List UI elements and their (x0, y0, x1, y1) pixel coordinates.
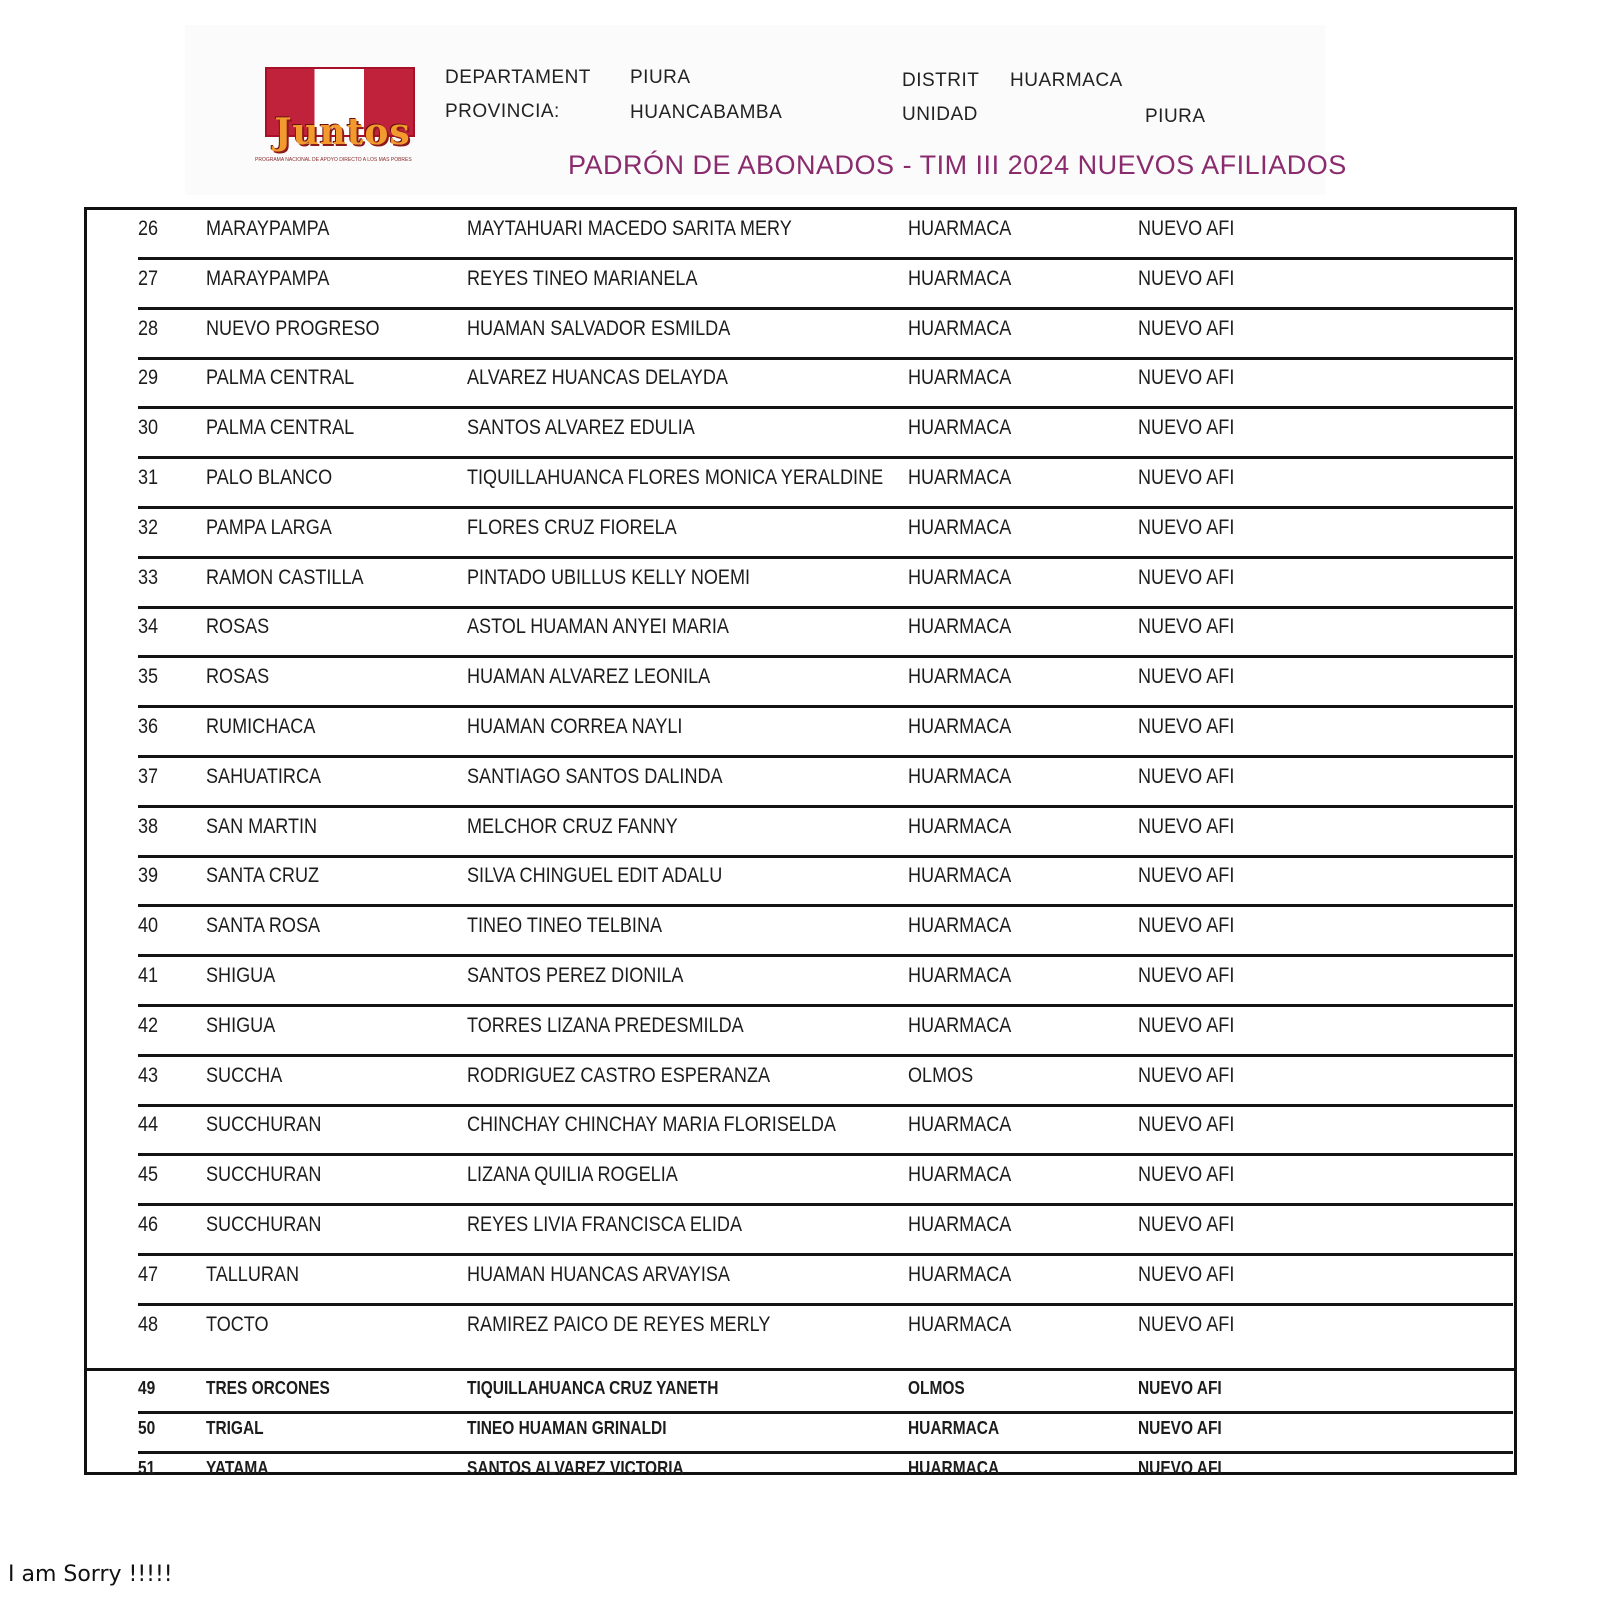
locality-cell: SANTA ROSA (206, 914, 321, 937)
beneficiary-name-cell: SANTOS ALVAREZ EDULIA (467, 416, 695, 439)
district-cell: HUARMACA (908, 1263, 1012, 1286)
department-value: PIURA (630, 67, 691, 88)
locality-cell: SUCCHA (206, 1064, 283, 1087)
table-row (0, 1014, 1599, 1044)
district-cell: HUARMACA (908, 416, 1012, 439)
province-value: HUANCABAMBA (630, 102, 783, 123)
table-row (0, 665, 1599, 695)
beneficiary-name-cell: SANTOS PEREZ DIONILA (467, 964, 684, 987)
district-cell: HUARMACA (908, 366, 1012, 389)
district-cell: HUARMACA (908, 765, 1012, 788)
table-row (0, 914, 1599, 944)
row-number: 42 (138, 1014, 159, 1037)
row-separator (138, 606, 1513, 609)
beneficiary-name-cell: PINTADO UBILLUS KELLY NOEMI (467, 566, 751, 589)
row-number: 29 (138, 366, 159, 389)
status-cell: NUEVO AFI (1138, 516, 1235, 539)
status-cell: NUEVO AFI (1138, 615, 1235, 638)
row-number: 28 (138, 317, 159, 340)
status-cell: NUEVO AFI (1138, 317, 1235, 340)
locality-cell: PALO BLANCO (206, 466, 333, 489)
row-number: 38 (138, 815, 159, 838)
row-separator (138, 655, 1513, 658)
status-cell: NUEVO AFI (1138, 665, 1235, 688)
district-cell: HUARMACA (908, 1458, 1000, 1478)
row-number: 51 (138, 1458, 156, 1478)
row-number: 44 (138, 1113, 159, 1136)
row-number: 39 (138, 864, 159, 887)
row-separator (138, 904, 1513, 907)
table-row (0, 1213, 1599, 1243)
status-cell: NUEVO AFI (1138, 1064, 1235, 1087)
table-row (0, 366, 1599, 396)
footer-note: I am Sorry !!!!! (8, 1562, 173, 1587)
district-cell: HUARMACA (908, 864, 1012, 887)
locality-cell: ROSAS (206, 615, 270, 638)
row-separator (138, 1451, 1513, 1454)
locality-cell: MARAYPAMPA (206, 217, 330, 240)
table-row (0, 416, 1599, 446)
table-row (0, 615, 1599, 645)
row-number: 43 (138, 1064, 159, 1087)
district-label: DISTRIT (902, 70, 980, 91)
district-value: HUARMACA (1010, 70, 1123, 91)
locality-cell: PAMPA LARGA (206, 516, 332, 539)
district-cell: HUARMACA (908, 516, 1012, 539)
district-cell: HUARMACA (908, 267, 1012, 290)
juntos-logo (255, 67, 435, 169)
beneficiary-name-cell: FLORES CRUZ FIORELA (467, 516, 677, 539)
district-cell: HUARMACA (908, 665, 1012, 688)
beneficiary-name-cell: TINEO TINEO TELBINA (467, 914, 663, 937)
status-cell: NUEVO AFI (1138, 416, 1235, 439)
status-cell: NUEVO AFI (1138, 964, 1235, 987)
unit-value: PIURA (1145, 106, 1206, 127)
locality-cell: ROSAS (206, 665, 270, 688)
beneficiary-name-cell: RAMIREZ PAICO DE REYES MERLY (467, 1313, 771, 1336)
locality-cell: TRES ORCONES (206, 1378, 330, 1398)
row-number: 41 (138, 964, 159, 987)
row-separator (138, 805, 1513, 808)
row-number: 31 (138, 466, 159, 489)
beneficiary-name-cell: TIQUILLAHUANCA FLORES MONICA YERALDINE (467, 466, 884, 489)
status-cell: NUEVO AFI (1138, 1113, 1235, 1136)
beneficiary-name-cell: HUAMAN SALVADOR ESMILDA (467, 317, 731, 340)
district-cell: HUARMACA (908, 1163, 1012, 1186)
locality-cell: SUCCHURAN (206, 1163, 322, 1186)
row-separator (138, 1203, 1513, 1206)
row-separator (138, 357, 1513, 360)
table-row (0, 1263, 1599, 1293)
row-number: 50 (138, 1418, 156, 1438)
beneficiary-name-cell: REYES LIVIA FRANCISCA ELIDA (467, 1213, 743, 1236)
table-row (0, 267, 1599, 297)
locality-cell: SAN MARTIN (206, 815, 318, 838)
locality-cell: MARAYPAMPA (206, 267, 330, 290)
district-cell: HUARMACA (908, 217, 1012, 240)
row-number: 32 (138, 516, 159, 539)
table-row (0, 516, 1599, 546)
row-separator (138, 1153, 1513, 1156)
status-cell: NUEVO AFI (1138, 1014, 1235, 1037)
row-number: 35 (138, 665, 159, 688)
status-cell: NUEVO AFI (1138, 267, 1235, 290)
status-cell: NUEVO AFI (1138, 1163, 1235, 1186)
status-cell: NUEVO AFI (1138, 1263, 1235, 1286)
table-row (0, 1163, 1599, 1193)
row-number: 46 (138, 1213, 159, 1236)
beneficiary-name-cell: HUAMAN HUANCAS ARVAYISA (467, 1263, 730, 1286)
locality-cell: SHIGUA (206, 1014, 276, 1037)
table-row (0, 1313, 1599, 1343)
row-separator (138, 855, 1513, 858)
status-cell: NUEVO AFI (1138, 1313, 1235, 1336)
status-cell: NUEVO AFI (1138, 1378, 1222, 1398)
locality-cell: RAMON CASTILLA (206, 566, 364, 589)
row-separator (138, 1004, 1513, 1007)
row-separator (138, 1054, 1513, 1057)
status-cell: NUEVO AFI (1138, 1213, 1235, 1236)
row-number: 26 (138, 217, 159, 240)
table-row (0, 715, 1599, 745)
district-cell: OLMOS (908, 1064, 974, 1087)
beneficiary-name-cell: HUAMAN ALVAREZ LEONILA (467, 665, 711, 688)
row-number: 37 (138, 765, 159, 788)
locality-cell: SUCCHURAN (206, 1213, 322, 1236)
locality-cell: PALMA CENTRAL (206, 416, 355, 439)
status-cell: NUEVO AFI (1138, 466, 1235, 489)
beneficiary-name-cell: ASTOL HUAMAN ANYEI MARIA (467, 615, 729, 638)
beneficiary-name-cell: ALVAREZ HUANCAS DELAYDA (467, 366, 728, 389)
status-cell: NUEVO AFI (1138, 1458, 1222, 1478)
beneficiary-name-cell: HUAMAN CORREA NAYLI (467, 715, 683, 738)
row-number: 45 (138, 1163, 159, 1186)
row-separator (138, 1104, 1513, 1107)
table-row (0, 566, 1599, 596)
beneficiary-name-cell: REYES TINEO MARIANELA (467, 267, 698, 290)
beneficiary-name-cell: TINEO HUAMAN GRINALDI (467, 1418, 667, 1438)
beneficiary-name-cell: TORRES LIZANA PREDESMILDA (467, 1014, 744, 1037)
row-number: 33 (138, 566, 159, 589)
district-cell: HUARMACA (908, 1313, 1012, 1336)
logo-text: Juntos (274, 111, 411, 153)
beneficiary-name-cell: SILVA CHINGUEL EDIT ADALU (467, 864, 723, 887)
table-row (0, 964, 1599, 994)
table-row (0, 1064, 1599, 1094)
beneficiary-name-cell: LIZANA QUILIA ROGELIA (467, 1163, 678, 1186)
locality-cell: YATAMA (206, 1458, 269, 1478)
table-row (0, 815, 1599, 845)
status-cell: NUEVO AFI (1138, 566, 1235, 589)
table-row (0, 1113, 1599, 1143)
locality-cell: SHIGUA (206, 964, 276, 987)
logo-tagline: PROGRAMA NACIONAL DE APOYO DIRECTO A LOS MAS POBRES (255, 157, 412, 163)
locality-cell: RUMICHACA (206, 715, 316, 738)
district-cell: HUARMACA (908, 1113, 1012, 1136)
row-separator (138, 257, 1513, 260)
row-number: 40 (138, 914, 159, 937)
row-separator (138, 556, 1513, 559)
district-cell: HUARMACA (908, 914, 1012, 937)
status-cell: NUEVO AFI (1138, 1418, 1222, 1438)
table-row (0, 1458, 1599, 1488)
status-cell: NUEVO AFI (1138, 815, 1235, 838)
locality-cell: SUCCHURAN (206, 1113, 322, 1136)
beneficiary-name-cell: SANTIAGO SANTOS DALINDA (467, 765, 723, 788)
district-cell: HUARMACA (908, 615, 1012, 638)
locality-cell: TOCTO (206, 1313, 269, 1336)
row-separator (138, 705, 1513, 708)
beneficiary-name-cell: MELCHOR CRUZ FANNY (467, 815, 678, 838)
district-cell: HUARMACA (908, 715, 1012, 738)
status-cell: NUEVO AFI (1138, 864, 1235, 887)
department-label: DEPARTAMENT (445, 67, 591, 88)
row-number: 27 (138, 267, 159, 290)
row-separator (138, 1411, 1513, 1414)
locality-cell: TRIGAL (206, 1418, 264, 1438)
locality-cell: PALMA CENTRAL (206, 366, 355, 389)
row-separator (138, 456, 1513, 459)
district-cell: HUARMACA (908, 466, 1012, 489)
table-row (0, 864, 1599, 894)
status-cell: NUEVO AFI (1138, 914, 1235, 937)
locality-cell: SANTA CRUZ (206, 864, 320, 887)
table-row (0, 1378, 1599, 1408)
unit-label: UNIDAD (902, 104, 978, 125)
district-cell: HUARMACA (908, 1014, 1012, 1037)
row-number: 34 (138, 615, 159, 638)
table-row (0, 466, 1599, 496)
district-cell: HUARMACA (908, 317, 1012, 340)
status-cell: NUEVO AFI (1138, 366, 1235, 389)
document-title: PADRÓN DE ABONADOS - TIM III 2024 NUEVOS AFILIADOS (568, 150, 1347, 180)
row-number: 47 (138, 1263, 159, 1286)
status-cell: NUEVO AFI (1138, 217, 1235, 240)
beneficiary-name-cell: MAYTAHUARI MACEDO SARITA MERY (467, 217, 792, 240)
row-number: 49 (138, 1378, 156, 1398)
table-row (0, 317, 1599, 347)
status-cell: NUEVO AFI (1138, 715, 1235, 738)
district-cell: HUARMACA (908, 964, 1012, 987)
status-cell: NUEVO AFI (1138, 765, 1235, 788)
district-cell: OLMOS (908, 1378, 965, 1398)
locality-cell: SAHUATIRCA (206, 765, 322, 788)
district-cell: HUARMACA (908, 815, 1012, 838)
beneficiary-name-cell: TIQUILLAHUANCA CRUZ YANETH (467, 1378, 719, 1398)
beneficiary-name-cell: CHINCHAY CHINCHAY MARIA FLORISELDA (467, 1113, 836, 1136)
district-cell: HUARMACA (908, 1418, 1000, 1438)
table-row (0, 217, 1599, 247)
row-separator (138, 1303, 1513, 1306)
district-cell: HUARMACA (908, 566, 1012, 589)
row-separator (138, 954, 1513, 957)
row-number: 48 (138, 1313, 159, 1336)
beneficiary-name-cell: RODRIGUEZ CASTRO ESPERANZA (467, 1064, 771, 1087)
table-section-divider (84, 1368, 1517, 1371)
row-separator (138, 307, 1513, 310)
row-separator (138, 506, 1513, 509)
beneficiary-name-cell: SANTOS ALVAREZ VICTORIA (467, 1458, 684, 1478)
table-row (0, 1418, 1599, 1448)
district-cell: HUARMACA (908, 1213, 1012, 1236)
row-separator (138, 755, 1513, 758)
province-label: PROVINCIA: (445, 101, 560, 122)
locality-cell: NUEVO PROGRESO (206, 317, 380, 340)
row-number: 36 (138, 715, 159, 738)
row-separator (138, 406, 1513, 409)
table-row (0, 765, 1599, 795)
locality-cell: TALLURAN (206, 1263, 300, 1286)
row-number: 30 (138, 416, 159, 439)
row-separator (138, 1253, 1513, 1256)
